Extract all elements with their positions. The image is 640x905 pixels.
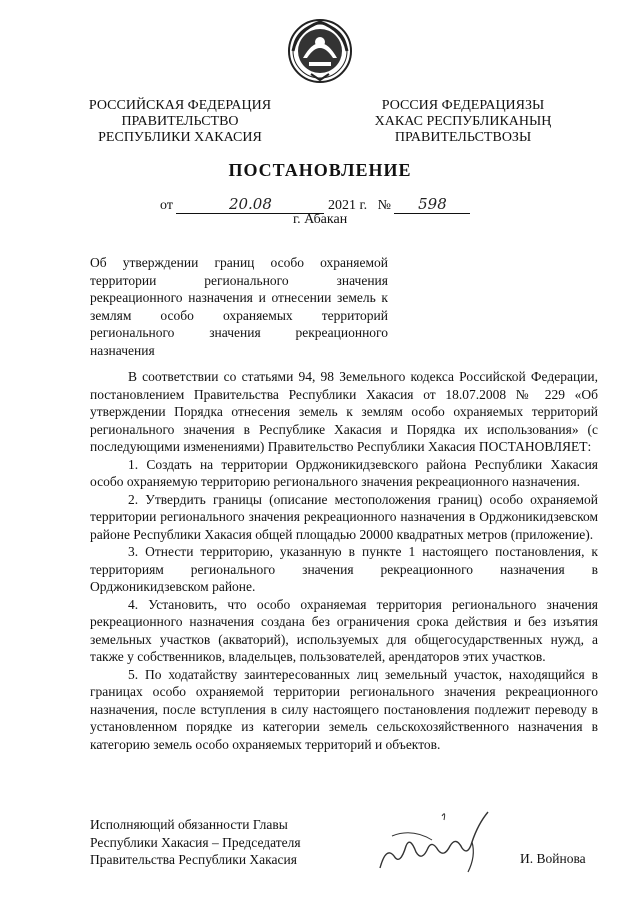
- signatory-position-line: Исполняющий обязанности Главы: [90, 817, 288, 832]
- body-paragraph: В соответствии со статьями 94, 98 Земельного кодекса Российской Федерации, постановлением Правительства Республики Хакасия от 18.07.2008 № 229 «Об утверждении Порядка отнесения земель к землям особо охраняемых территорий регионального значения в Республике Хакасия и Порядка их использования» (с последующими изменениями) Правительство Республики Хакасия ПОСТАНОВЛЯЕТ:: [90, 369, 598, 454]
- signatory-position-line: Правительства Республики Хакасия: [90, 852, 297, 867]
- document-number: 598: [394, 195, 470, 214]
- body-paragraph: 1. Создать на территории Орджоникидзевского района Республики Хакасия особо охраняемую территорию регионального значения рекреационного назначения.: [90, 456, 598, 489]
- signatory-position-line: Республики Хакасия – Председателя: [90, 834, 301, 850]
- document-subject: Об утверждении границ особо охраняемой территории регионального значения рекреационного назначения и отнесении земель к землям особо охраняемых территорий регионального значения рекреационного назначения: [90, 255, 388, 358]
- header-left-line: ПРАВИТЕЛЬСТВО: [121, 114, 239, 129]
- signer-name: И. Войнова: [520, 851, 586, 866]
- body-paragraph: 2. Утвердить границы (описание местоположения границ) особо охраняемой территории регионального значения рекреационного назначения в Орджоникидзевском районе Республики Хакасия общей площадью 20000 квадратных метров (приложение).: [90, 491, 598, 542]
- body-paragraph: 4. Установить, что особо охраняемая территория регионального значения рекреационного назначения создана без ограничения срока действия и без изъятия земельных участков (акваторий), используемых для общегосударственных нужд, а также у собственников, владельцев, пользователей, арендаторов этих участков.: [90, 596, 598, 664]
- signatory-position: [90, 816, 301, 869]
- date-prefix: от: [160, 198, 173, 213]
- city: г. Абакан: [293, 212, 348, 227]
- header-right-line: РОССИЯ ФЕДЕРАЦИЯЗЫ: [381, 98, 545, 113]
- header-right: [368, 98, 558, 146]
- date-year: 2021 г.: [327, 198, 368, 213]
- date-day-month: 20.08: [176, 195, 324, 214]
- document-title: ПОСТАНОВЛЕНИЕ: [228, 160, 412, 180]
- header-right-line: ХАКАС РЕСПУБЛИКАНЫҢ: [374, 114, 552, 129]
- header-left-line: РЕСПУБЛИКИ ХАКАСИЯ: [98, 130, 262, 145]
- body-paragraph: 3. Отнести территорию, указанную в пункте 1 настоящего постановления, к территориям регионального значения рекреационного назначения в Орджоникидзевском районе.: [90, 544, 598, 594]
- header-left: [80, 98, 280, 146]
- document-body: [90, 368, 598, 753]
- handwritten-signature-icon: [372, 806, 502, 878]
- header-left-line: РОССИЙСКАЯ ФЕДЕРАЦИЯ: [88, 98, 272, 113]
- coat-of-arms-icon: [287, 18, 353, 84]
- header-right-line: ПРАВИТЕЛЬСТВОЗЫ: [394, 130, 532, 145]
- number-sign: №: [377, 198, 391, 213]
- body-paragraph: 5. По ходатайству заинтересованных лиц земельный участок, находящийся в границах особо охраняемой территории регионального значения рекреационного назначения, после вступления в силу настоящего постановления подлежит переводу в установленном порядке из категории земель сельскохозяйственного назначения в категорию земель особо охраняемых территорий и объектов.: [90, 666, 598, 752]
